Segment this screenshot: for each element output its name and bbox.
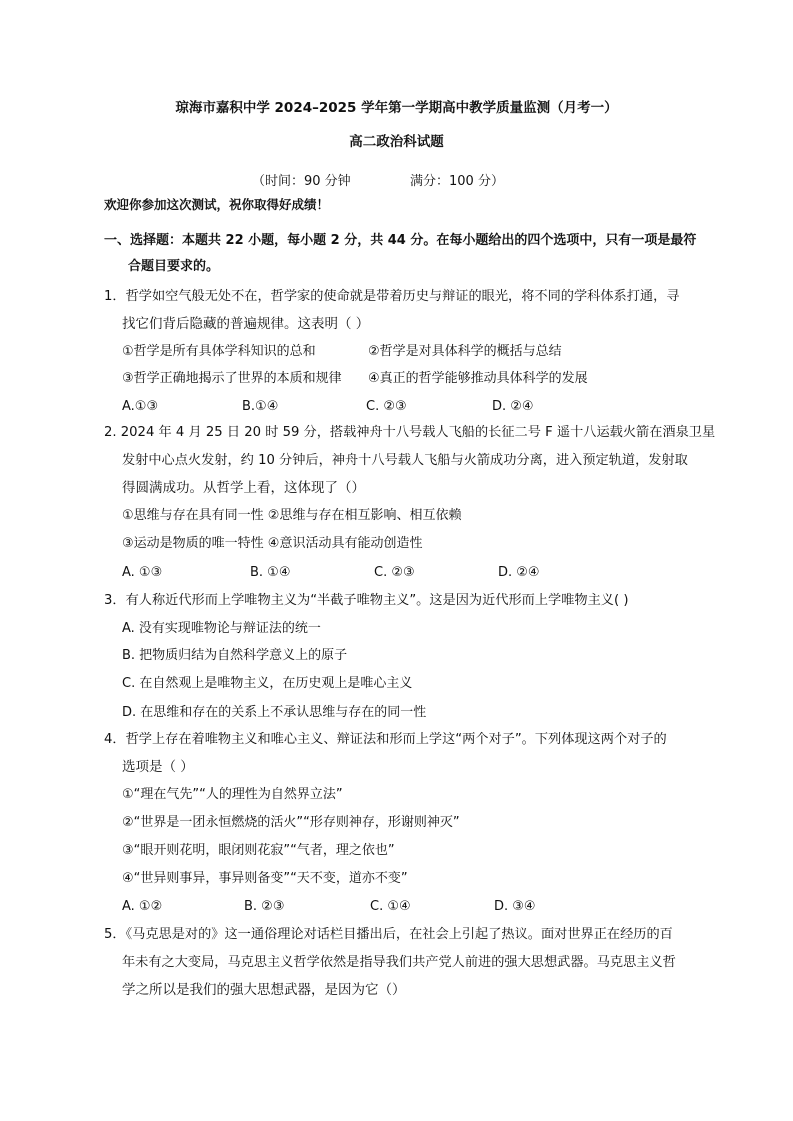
- q3-option-c: C. 在自然观上是唯物主义，在历史观上是唯心主义: [122, 676, 413, 691]
- q4-option-d: D. ③④: [494, 899, 536, 914]
- q2-option-d: D. ②④: [498, 565, 540, 580]
- q1-statement-1: ①哲学是所有具体学科知识的总和: [122, 344, 316, 359]
- q5-stem-line2: 年未有之大变局，马克思主义哲学依然是指导我们共产党人前进的强大思想武器。马克思主义哲: [122, 955, 676, 970]
- q2-stem-line2: 发射中心点火发射，约 10 分钟后，神舟十八号载人飞船与火箭成功分离，进入预定轨道，发射取: [122, 453, 688, 468]
- q3-option-b: B. 把物质归结为自然科学意义上的原子: [122, 648, 348, 663]
- q2-statements-3-4: ③运动是物质的唯一特性 ④意识活动具有能动创造性: [122, 536, 423, 551]
- q4-option-a: A. ①②: [122, 899, 163, 914]
- q3-option-d: D. 在思维和存在的关系上不承认思维与存在的同一性: [122, 705, 427, 720]
- q4-stem-line2: 选项是（ ）: [122, 759, 194, 775]
- q1-statement-4: ④真正的哲学能够推动具体科学的发展: [368, 371, 588, 386]
- q3-stem-line1: 3．有人称近代形而上学唯物主义为“半截子唯物主义”。这是因为近代形而上学唯物主义( ): [104, 593, 629, 608]
- q1-option-a: A.①③: [122, 399, 159, 414]
- q1-option-d: D. ②④: [492, 399, 534, 414]
- q2-stem-line1: 2. 2024 年 4 月 25 日 20 时 59 分，搭载神舟十八号载人飞船的长征二号 F 遥十八运载火箭在酒泉卫星: [104, 425, 716, 440]
- q1-statement-3: ③哲学正确地揭示了世界的本质和规律: [122, 371, 342, 386]
- q1-statement-2: ②哲学是对具体科学的概括与总结: [368, 344, 562, 359]
- q5-stem-line1: 5．《马克思是对的》这一通俗理论对话栏目播出后，在社会上引起了热议。面对世界正在经历的百: [104, 927, 673, 942]
- q4-statement-3: ③“眼开则花明，眼闭则花寂”“气者，理之依也”: [122, 843, 395, 858]
- q3-option-a: A. 没有实现唯物论与辩证法的统一: [122, 621, 321, 636]
- q4-option-b: B. ②③: [244, 899, 285, 914]
- q4-stem-line1: 4．哲学上存在着唯物主义和唯心主义、辩证法和形而上学这“两个对子”。下列体现这两个对子的: [104, 732, 667, 747]
- q1-stem-line2: 找它们背后隐藏的普遍规律。这表明（ ）: [122, 316, 370, 332]
- section-instructions-line2: 合题目要求的。: [128, 259, 220, 274]
- welcome-text: 欢迎你参加这次测试，祝你取得好成绩！: [104, 197, 330, 212]
- q1-option-b: B.①④: [242, 399, 279, 414]
- q2-stem-line3: 得圆满成功。从哲学上看，这体现了（）: [122, 480, 365, 496]
- q1-option-c: C. ②③: [366, 399, 407, 414]
- exam-subtitle: 高二政治科试题: [349, 134, 444, 150]
- q5-stem-line3: 学之所以是我们的强大思想武器，是因为它（）: [122, 982, 406, 998]
- q4-statement-2: ②“世界是一团永恒燃烧的活火”“形存则神存，形谢则神灭”: [122, 815, 460, 830]
- q2-option-c: C. ②③: [374, 565, 415, 580]
- q1-stem-line1: 1．哲学如空气般无处不在，哲学家的使命就是带着历史与辩证的眼光，将不同的学科体系打通，寻: [104, 289, 680, 304]
- q4-statement-4: ④“世异则事异，事异则备变”“天不变，道亦不变”: [122, 871, 408, 886]
- q2-statements-1-2: ①思维与存在具有同一性 ②思维与存在相互影响、相互依赖: [122, 508, 462, 523]
- section-instructions-line1: 一、选择题：本题共 22 小题，每小题 2 分，共 44 分。在每小题给出的四个选项中，只有一项是最符: [104, 233, 697, 248]
- q4-statement-1: ①“理在气先”“人的理性为自然界立法”: [122, 787, 343, 802]
- exam-title: 琼海市嘉积中学 2024–2025 学年第一学期高中教学质量监测（月考一）: [175, 100, 618, 116]
- q2-option-b: B. ①④: [250, 565, 291, 580]
- q4-option-c: C. ①④: [370, 899, 411, 914]
- exam-time: （时间：90 分钟: [252, 174, 351, 189]
- q2-option-a: A. ①③: [122, 565, 163, 580]
- exam-score: 满分：100 分）: [410, 174, 504, 189]
